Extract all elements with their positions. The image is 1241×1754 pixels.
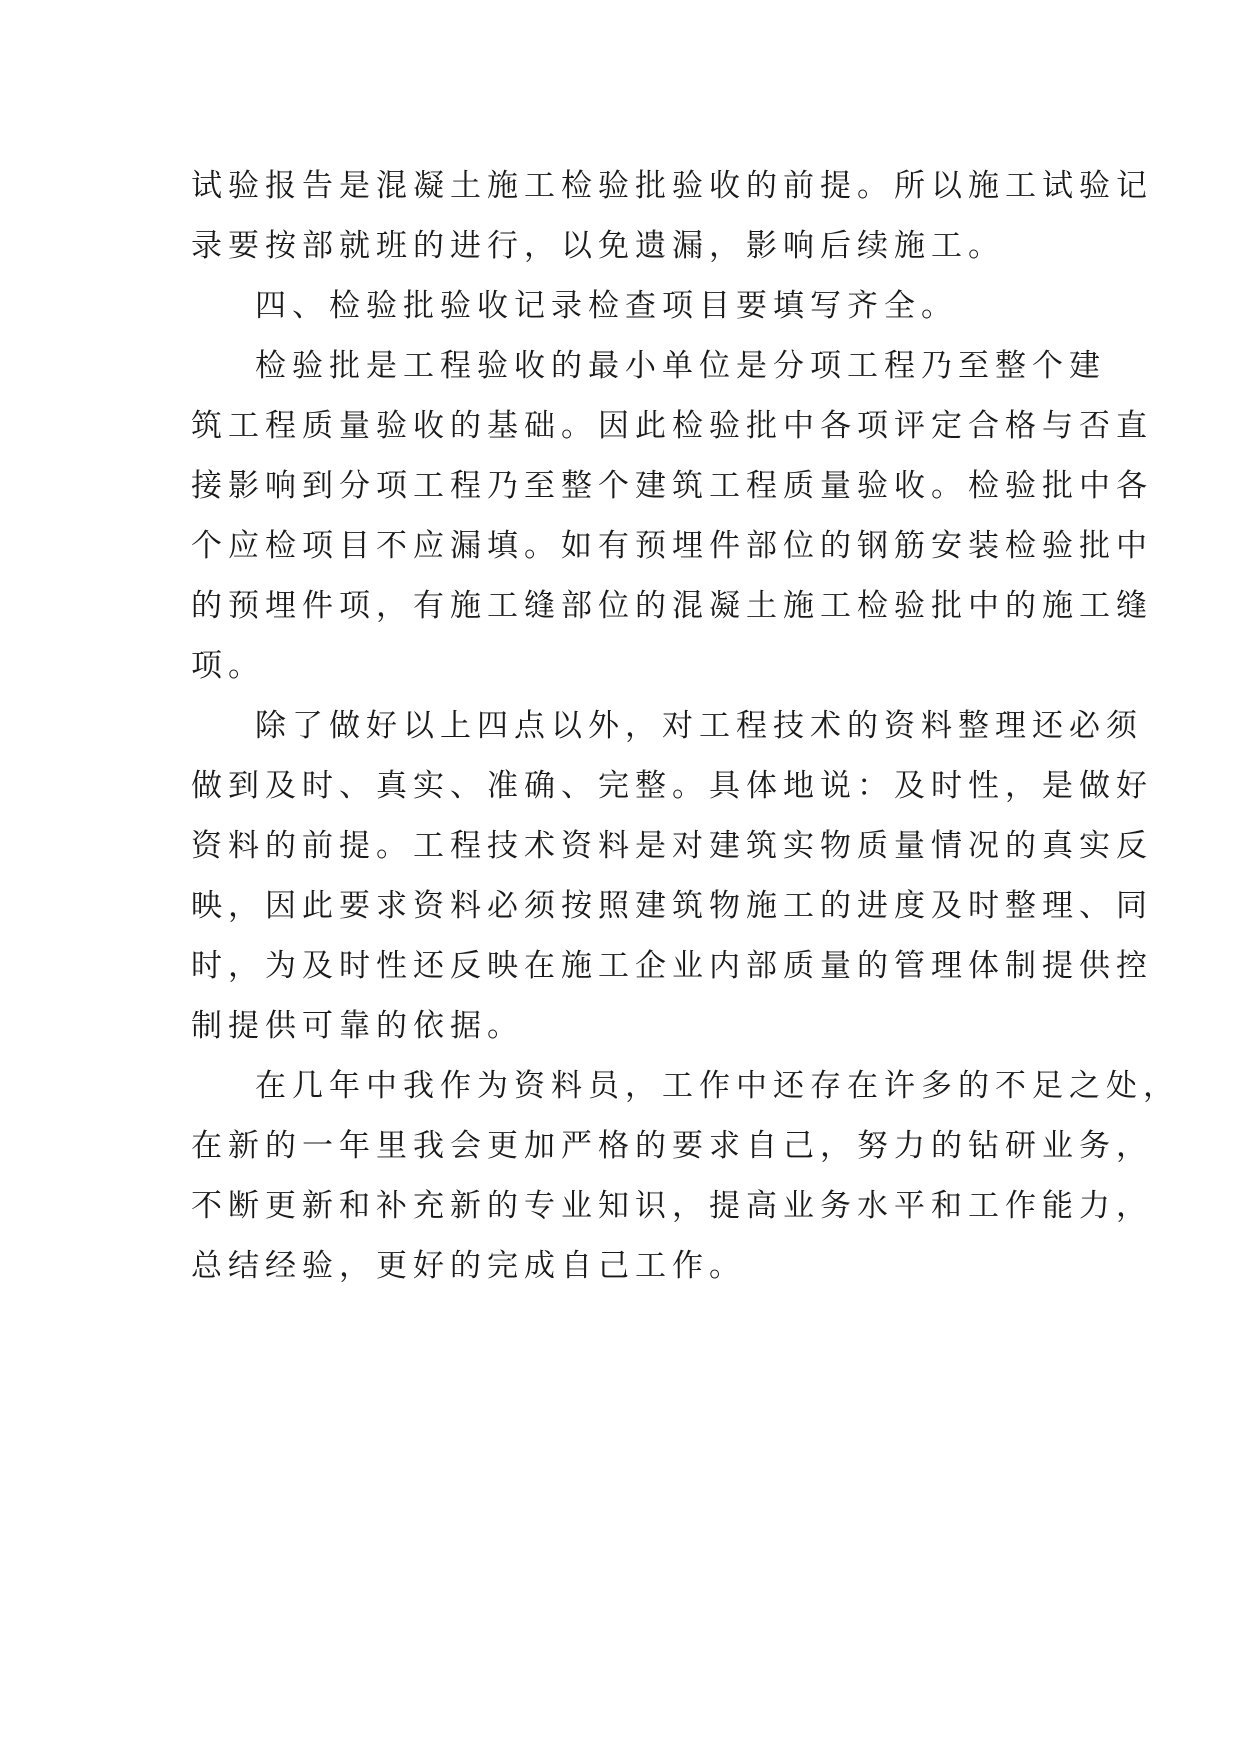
text-line: 总结经验，更好的完成自己工作。 [191,1248,746,1284]
text-line: 在新的一年里我会更加严格的要求自己，努力的钻研业务， [191,1128,1153,1164]
text-line: 映，因此要求资料必须按照建筑物施工的进度及时整理、同 [191,888,1153,924]
text-line: 试验报告是混凝土施工检验批验收的前提。所以施工试验记 [191,168,1153,204]
text-line: 在几年中我作为资料员，工作中还存在许多的不足之处， [255,1068,1180,1104]
text-line: 做到及时、真实、准确、完整。具体地说：及时性，是做好 [191,768,1153,804]
text-line: 时，为及时性还反映在施工企业内部质量的管理体制提供控 [191,948,1153,984]
text-line: 不断更新和补充新的专业知识，提高业务水平和工作能力， [191,1188,1153,1224]
text-line: 除了做好以上四点以外，对工程技术的资料整理还必须 [255,708,1143,744]
text-line: 录要按部就班的进行，以免遗漏，影响后续施工。 [191,228,1005,264]
text-line: 检验批是工程验收的最小单位是分项工程乃至整个建 [255,348,1106,384]
text-line: 资料的前提。工程技术资料是对建筑实物质量情况的真实反 [191,828,1153,864]
text-line: 接影响到分项工程乃至整个建筑工程质量验收。检验批中各 [191,468,1153,504]
text-line: 制提供可靠的依据。 [191,1008,524,1044]
document-body [191,156,1180,1296]
text-line: 的预埋件项，有施工缝部位的混凝土施工检验批中的施工缝 [191,588,1153,624]
text-line: 项。 [191,648,265,684]
text-line: 个应检项目不应漏填。如有预埋件部位的钢筋安装检验批中 [191,528,1153,564]
text-line: 筑工程质量验收的基础。因此检验批中各项评定合格与否直 [191,408,1153,444]
section-heading: 四、检验批验收记录检查项目要填写齐全。 [255,288,958,324]
